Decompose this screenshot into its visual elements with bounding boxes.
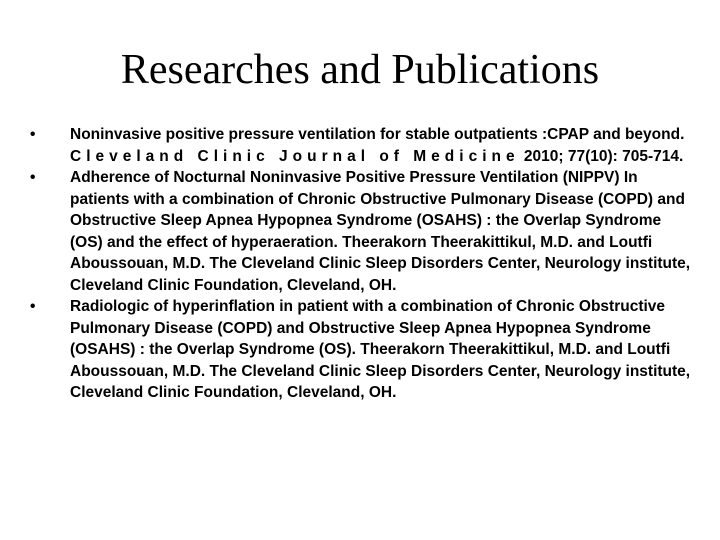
publication-list	[30, 124, 694, 404]
bullet-icon: •	[30, 126, 36, 143]
publication-text: Adherence of Nocturnal Noninvasive Positive Pressure Ventilation (NIPPV) In patients with a combination of Chronic Obstructive Pulmonary Disease (COPD) and Obstructive Sleep Apnea Hypopnea Syndrome (OSAHS) : the Overlap Syndrome (OS) and the effect of hyperaeration. Theerakorn Theerakittikul, M.D. and Loutfi Aboussouan, M.D. The Cleveland Clinic Sleep Disorders Center, Neurology institute, Cleveland Clinic Foundation, Cleveland, OH.	[70, 169, 691, 294]
bullet-icon: •	[30, 298, 36, 315]
publication-text-start: Noninvasive positive pressure ventilation for stable outpatients :CPAP and beyond.	[70, 126, 685, 143]
list-item	[30, 296, 694, 404]
publication-text-end: 2010; 77(10): 705-714.	[519, 147, 684, 165]
list-item	[30, 124, 694, 167]
slide-title: Researches and Publications	[120, 47, 600, 93]
journal-name: Cleveland Clinic Journal of Medicine	[70, 147, 520, 165]
list-item	[30, 167, 694, 296]
publication-text: Radiologic of hyperinflation in patient with a combination of Chronic Obstructive Pulmonary Disease (COPD) and Obstructive Sleep Apnea Hypopnea Syndrome (OSAHS) : the Overlap Syndrome (OS). Theerakorn Theerakittikul, M.D. and Loutfi Aboussouan, M.D. The Cleveland Clinic Sleep Disorders Center, Neurology institute, Cleveland Clinic Foundation, Cleveland, OH.	[70, 298, 691, 401]
bullet-icon: •	[30, 169, 36, 186]
